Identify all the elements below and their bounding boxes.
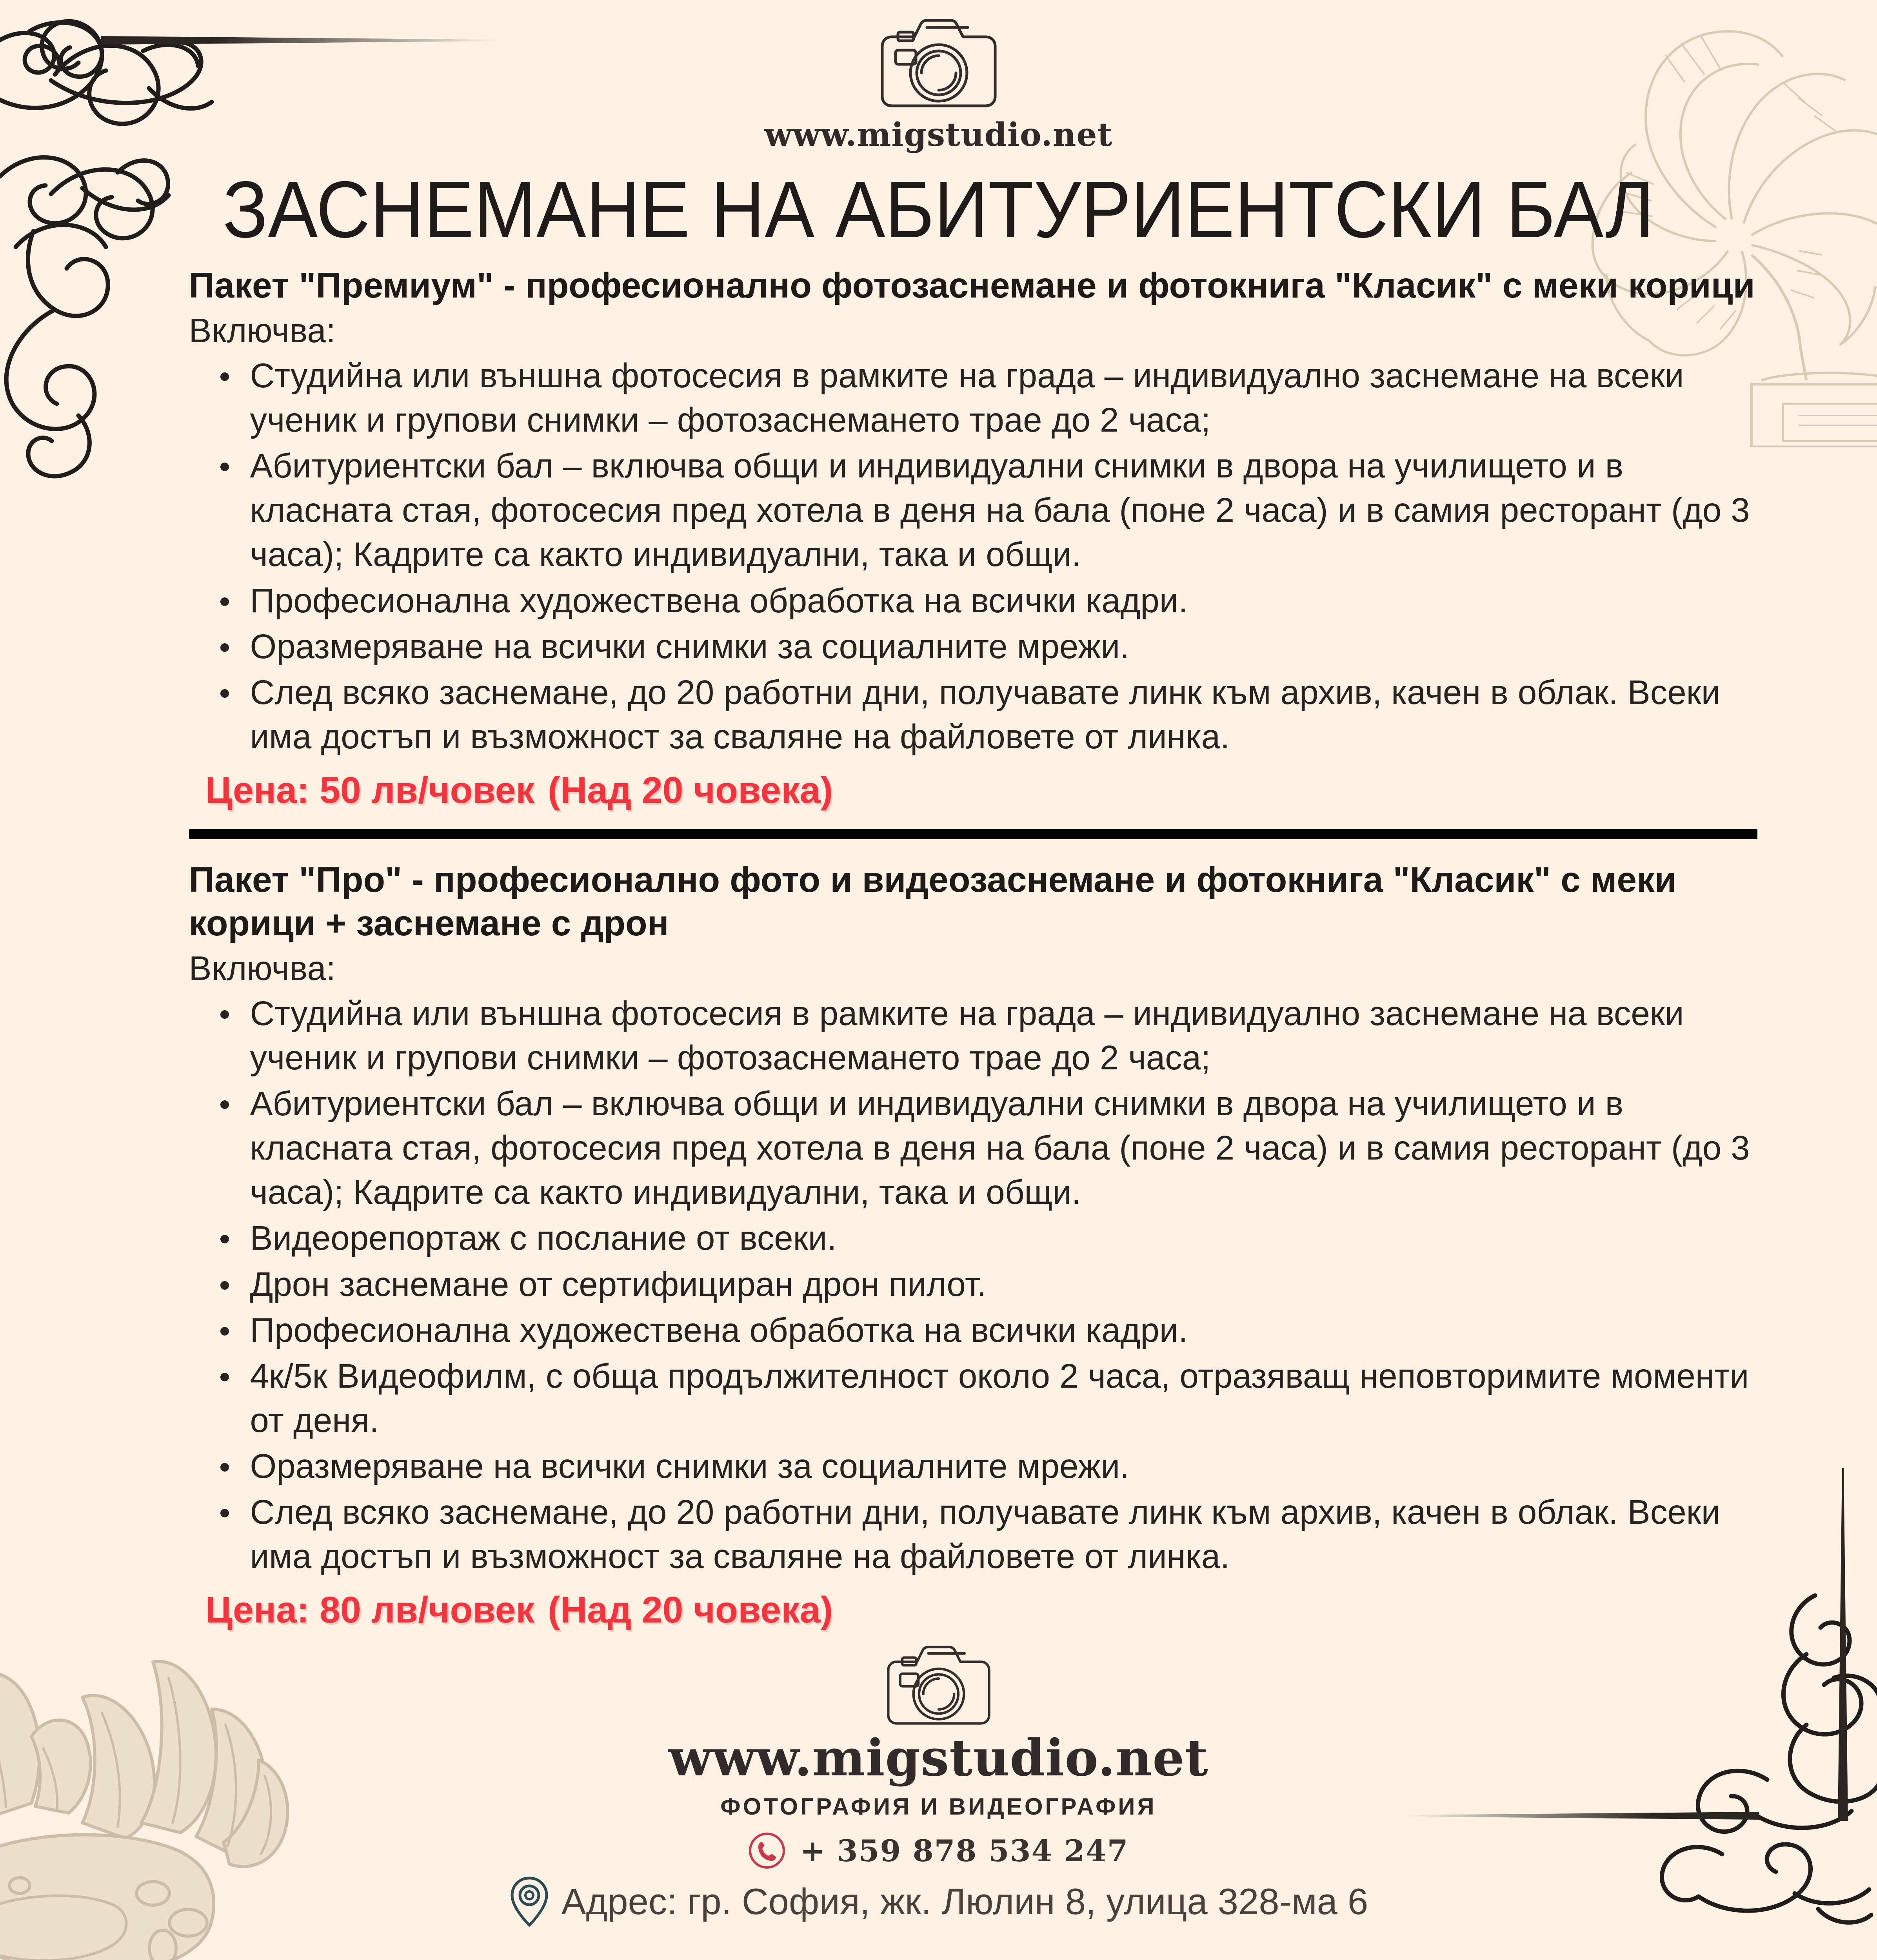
price-quantity: (Над 20 човека) [548, 769, 833, 811]
list-item: Студийна или външна фотосесия в рамките на града – индивидуално заснемане на всеки ученик и групови снимки – фотозаснемането трае до 2 часа; [217, 354, 1786, 442]
list-item: Абитуриентски бал – включва общи и индивидуални снимки в двора на училището и в класната стая, фотосесия пред хотела в деня на бала (поне 2 часа) и в самия ресторант (до 3 часа); Кадрите са както индивидуални, така и общи. [217, 1082, 1786, 1214]
location-pin-icon [509, 1876, 550, 1927]
list-item: Видеорепортаж с послание от всеки. [217, 1216, 1786, 1260]
price-amount: Цена: 50 лв/човек [205, 769, 535, 811]
list-item: 4к/5к Видеофилм, с обща продължителност около 2 часа, отразяващ неповторимите моменти от деня. [217, 1354, 1786, 1443]
phone-row[interactable] [0, 1832, 1877, 1869]
price-amount: Цена: 80 лв/човек [205, 1589, 535, 1631]
tagline: ФОТОГРАФИЯ И ВИДЕОГРАФИЯ [720, 1793, 1157, 1820]
camera-icon [886, 1645, 991, 1726]
list-item: След всяко заснемане, до 20 работни дни, получавате линк към архив, качен в облак. Всеки има достъп и възможност за сваляне на файловете от линка. [217, 1490, 1786, 1579]
includes-label: Включва: [189, 949, 336, 987]
price-row [92, 1589, 1786, 1632]
feature-list [92, 354, 1786, 759]
package-title: Пакет "Про" - професионално фото и видеозаснемане и фотокнига "Класик" с меки корици + заснемане с дрон [189, 860, 1677, 943]
list-item: Оразмеряване на всички снимки за социалните мрежи. [217, 1444, 1786, 1488]
site-url-top[interactable]: www.migstudio.net [764, 116, 1113, 154]
list-item: Професионална художествена обработка на всички кадри. [217, 579, 1786, 623]
list-item: След всяко заснемане, до 20 работни дни, получавате линк към архив, качен в облак. Всеки има достъп и възможност за сваляне на файловете от линка. [217, 670, 1786, 759]
list-item: Оразмеряване на всички снимки за социалните мрежи. [217, 624, 1786, 669]
phone-number[interactable]: + 359 878 534 247 [800, 1833, 1129, 1868]
address: Адрес: гр. София, жк. Люлин 8, улица 328-ма 6 [561, 1881, 1368, 1922]
price-row [92, 769, 1786, 812]
packages-container [92, 264, 1786, 1632]
package-premium [92, 264, 1786, 812]
phone-icon [748, 1832, 786, 1869]
list-item: Абитуриентски бал – включва общи и индивидуални снимки в двора на училището и в класната стая, фотосесия пред хотела в деня на бала (поне 2 часа) и в самия ресторант (до 3 часа); Кадрите са както индивидуални, така и общи. [217, 444, 1786, 577]
site-url-bottom[interactable]: www.migstudio.net [669, 1729, 1208, 1788]
list-item: Дрон заснемане от сертифициран дрон пилот. [217, 1262, 1786, 1307]
includes-label: Включва: [189, 312, 336, 350]
address-row [0, 1876, 1877, 1927]
poster-footer [0, 1645, 1877, 1927]
feature-list [92, 991, 1786, 1579]
poster-header [0, 0, 1877, 254]
section-divider [189, 829, 1757, 839]
list-item: Професионална художествена обработка на всички кадри. [217, 1308, 1786, 1352]
package-pro [92, 858, 1786, 1632]
price-quantity: (Над 20 човека) [548, 1589, 833, 1631]
camera-icon [880, 18, 998, 109]
list-item: Студийна или външна фотосесия в рамките на града – индивидуално заснемане на всеки ученик и групови снимки – фотозаснемането трае до 2 часа; [217, 991, 1786, 1080]
page-title: ЗАСНЕМАНЕ НА АБИТУРИЕНТСКИ БАЛ [223, 165, 1654, 254]
package-title: Пакет "Премиум" - професионално фотозаснемане и фотокнига "Класик" с меки корици [189, 266, 1755, 306]
